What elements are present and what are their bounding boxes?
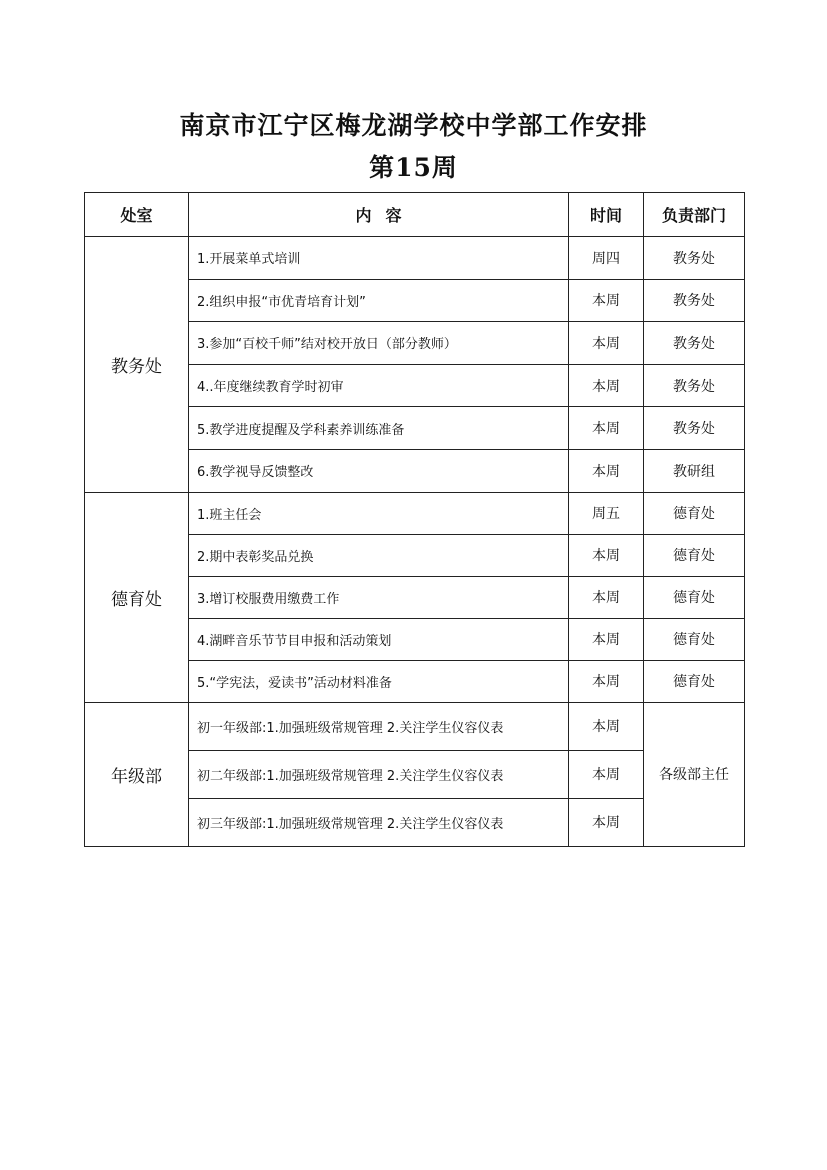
table-row (85, 492, 745, 534)
owner-cell: 教务处 (644, 322, 745, 365)
table-row (85, 702, 745, 750)
content-cell: 初二年级部:1.加强班级常规管理 2.关注学生仪容仪表 (189, 750, 569, 798)
owner-cell: 教研组 (644, 449, 745, 492)
header-owner: 负责部门 (644, 193, 745, 237)
owner-cell: 教务处 (644, 407, 745, 450)
time-cell: 本周 (569, 279, 644, 322)
owner-cell: 德育处 (644, 534, 745, 576)
table-row (85, 237, 745, 280)
time-cell: 本周 (569, 364, 644, 407)
schedule-table (84, 192, 745, 847)
owner-cell: 德育处 (644, 492, 745, 534)
dept-cell-academic: 教务处 (85, 237, 189, 493)
time-cell: 周四 (569, 237, 644, 280)
owner-cell: 德育处 (644, 618, 745, 660)
time-cell: 本周 (569, 660, 644, 702)
content-cell: 3.增订校服费用缴费工作 (189, 576, 569, 618)
dept-cell-grade: 年级部 (85, 702, 189, 846)
time-cell: 本周 (569, 449, 644, 492)
header-content (189, 193, 569, 237)
content-cell: 5.“学宪法，爱读书”活动材料准备 (189, 660, 569, 702)
time-cell: 本周 (569, 702, 644, 750)
header-content-label: 内容 (355, 206, 416, 225)
owner-cell: 德育处 (644, 576, 745, 618)
week-label: 第15周 (369, 153, 458, 182)
content-cell: 4..年度继续教育学时初审 (189, 364, 569, 407)
content-cell: 2.组织申报“市优青培育计划” (189, 279, 569, 322)
content-cell: 1.开展菜单式培训 (189, 237, 569, 280)
owner-cell: 教务处 (644, 279, 745, 322)
content-cell: 2.期中表彰奖品兑换 (189, 534, 569, 576)
time-cell: 本周 (569, 322, 644, 365)
content-cell: 初一年级部:1.加强班级常规管理 2.关注学生仪容仪表 (189, 702, 569, 750)
owner-cell-grade: 各级部主任 (644, 702, 745, 846)
owner-cell: 教务处 (644, 364, 745, 407)
content-cell: 1.班主任会 (189, 492, 569, 534)
content-cell: 5.教学进度提醒及学科素养训练准备 (189, 407, 569, 450)
dept-cell-moral: 德育处 (85, 492, 189, 702)
owner-cell: 教务处 (644, 237, 745, 280)
content-cell: 3.参加“百校千师”结对校开放日（部分教师） (189, 322, 569, 365)
header-dept: 处室 (85, 193, 189, 237)
header-time: 时间 (569, 193, 644, 237)
time-cell: 本周 (569, 576, 644, 618)
content-cell: 初三年级部:1.加强班级常规管理 2.关注学生仪容仪表 (189, 798, 569, 846)
time-cell: 本周 (569, 798, 644, 846)
time-cell: 本周 (569, 534, 644, 576)
time-cell: 周五 (569, 492, 644, 534)
content-cell: 4.湖畔音乐节节目申报和活动策划 (189, 618, 569, 660)
time-cell: 本周 (569, 618, 644, 660)
table-header-row (85, 193, 745, 237)
document-title: 南京市江宁区梅龙湖学校中学部工作安排 (179, 111, 648, 140)
time-cell: 本周 (569, 750, 644, 798)
time-cell: 本周 (569, 407, 644, 450)
owner-cell: 德育处 (644, 660, 745, 702)
content-cell: 6.教学视导反馈整改 (189, 449, 569, 492)
